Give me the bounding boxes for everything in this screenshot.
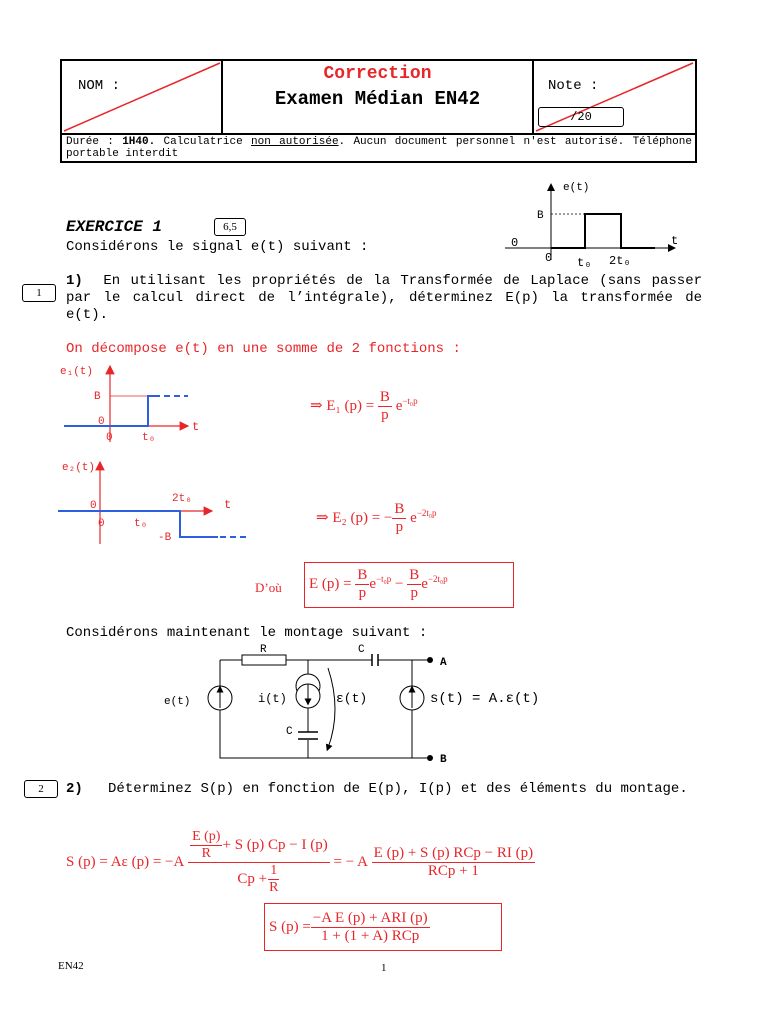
- svg-text:B: B: [94, 391, 101, 403]
- svg-text:0: 0: [90, 500, 97, 512]
- header-table: [60, 59, 697, 163]
- svg-text:e₂(t): e₂(t): [62, 462, 96, 474]
- signal-origin: 0: [511, 236, 519, 250]
- footer-left: EN42: [58, 960, 84, 972]
- svg-text:e₁(t): e₁(t): [60, 366, 94, 378]
- svg-text:t: t: [224, 498, 232, 512]
- q1-text: 1) En utilisant les propriétés de la Transformée de Laplace (sans passer par le calcul direct de l’intégrale), déterminez E(p) la transformée de e(t).: [66, 273, 702, 323]
- svg-text:i(t): i(t): [258, 692, 287, 706]
- svg-text:R: R: [260, 644, 267, 656]
- signal-xlabel: t: [671, 234, 679, 248]
- circuit-intro: Considérons maintenant le montage suivant :: [66, 625, 428, 641]
- page-title: Examen Médian EN42: [274, 88, 481, 110]
- svg-text:0: 0: [106, 432, 113, 444]
- eq1: ⇒ E₁ (p) = $\frac{B}{p}$ $e^{-t_0p}$: [310, 389, 418, 423]
- svg-text:t: t: [192, 420, 200, 434]
- result-E-box: E (p) = $\frac{B}{p}$ $e^{-t_0p}$ − $\frac{B}{p}$ $e^{-2t_0p}$: [304, 562, 514, 608]
- result-S-box: S (p) = $\frac{\text{−A E (p) + ARI (p)}}{\text{1 + (1 + A) RCp}}$: [264, 903, 502, 951]
- signal-tick1: t₀: [577, 256, 592, 270]
- instructions: Durée : 1H40. Calculatrice non autorisée. Aucun document personnel n'est autorisé. Téléphone portable interdit: [66, 136, 692, 160]
- svg-text:0: 0: [98, 518, 105, 530]
- note-score: /20: [570, 110, 592, 124]
- exercise-points: 6,5: [214, 218, 246, 236]
- signal-graph: [505, 178, 705, 270]
- svg-text:C: C: [358, 644, 365, 656]
- eq2: ⇒ E₂ (p) = − $\frac{B}{p}$ $e^{-2t_0p}$: [316, 501, 437, 535]
- exercise-title: EXERCICE 1: [66, 218, 163, 236]
- svg-text:t₀: t₀: [134, 518, 148, 530]
- svg-text:s(t) = A.ε(t): s(t) = A.ε(t): [430, 691, 540, 707]
- q1-score: 1: [22, 284, 56, 302]
- svg-text:A: A: [440, 657, 447, 669]
- svg-text:e(t): e(t): [164, 696, 191, 708]
- signal-ylabel: e(t): [563, 182, 590, 194]
- svg-text:2t₀: 2t₀: [172, 493, 192, 505]
- graph-e1: [60, 364, 230, 444]
- q2-score: 2: [24, 780, 58, 798]
- title-correction: Correction: [323, 64, 432, 84]
- note-score-box: [538, 107, 624, 127]
- note-label: Note :: [548, 78, 599, 94]
- svg-text:t₀: t₀: [142, 432, 156, 444]
- svg-text:-B: -B: [158, 532, 172, 544]
- graph-e2: [58, 456, 238, 546]
- signal-level: B: [537, 210, 544, 222]
- answer1-intro: On décompose e(t) en une somme de 2 fonctions :: [66, 341, 461, 357]
- page-number: 1: [381, 962, 387, 974]
- svg-text:C: C: [286, 726, 293, 738]
- svg-text:B: B: [440, 754, 447, 766]
- signal-origin2: 0: [545, 251, 553, 265]
- q2-text: 2) Déterminez S(p) en fonction de E(p), I(p) et des éléments du montage.: [66, 781, 688, 797]
- dou-label: D’où: [255, 580, 282, 595]
- svg-text:0: 0: [98, 416, 105, 428]
- nom-label: NOM :: [78, 78, 121, 94]
- eq-s1: S (p) = Aε (p) = −A $\frac{E (p)}{R}$ + S (p) Cp − I (p) Cp + $\frac{1}{R}$ = − A $\frac{\text{E (p) + S (p) RCp − RI (p)}}{\text{RCp + 1}}$: [66, 828, 534, 895]
- signal-tick2: 2t₀: [609, 254, 631, 268]
- circuit-diagram: [160, 640, 540, 768]
- exercise-intro: Considérons le signal e(t) suivant :: [66, 239, 369, 255]
- svg-text:ε(t): ε(t): [336, 691, 368, 706]
